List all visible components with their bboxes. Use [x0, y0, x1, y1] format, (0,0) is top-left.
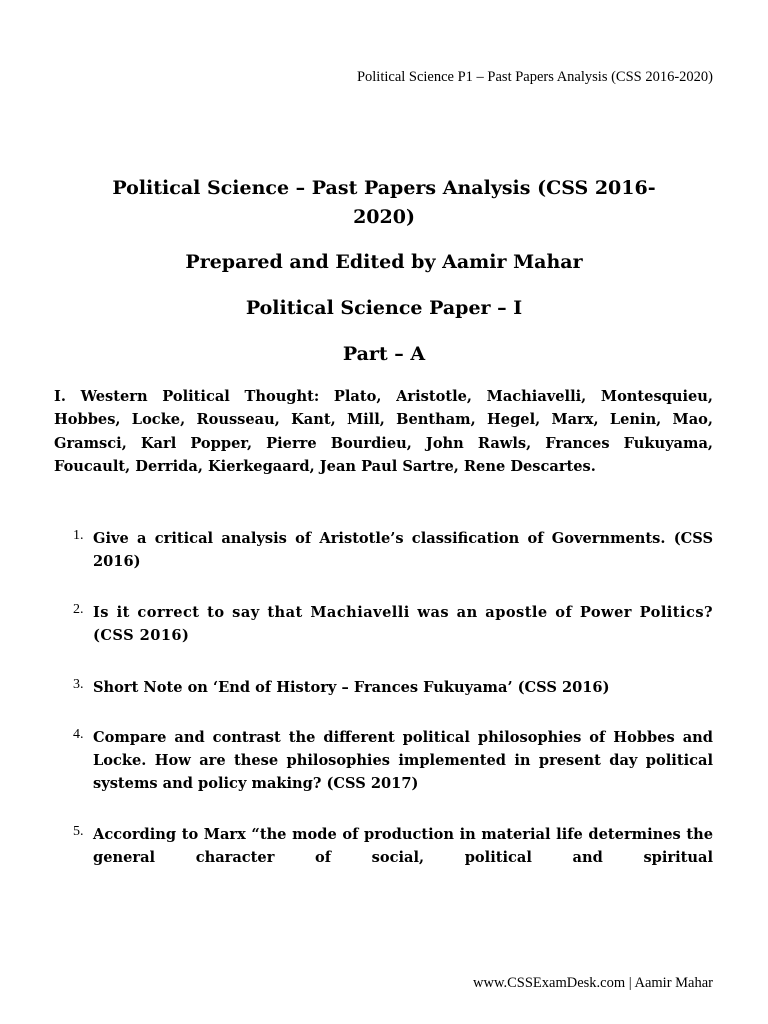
paper-heading: Political Science Paper – I	[245, 297, 523, 319]
question-number: 2.	[73, 602, 84, 617]
question-number: 5.	[73, 824, 84, 839]
question-text: According to Marx “the mode of production in material life determines the general character of social, political and spiritual	[93, 826, 713, 866]
part-heading: Part – A	[342, 343, 426, 365]
question-number: 4.	[73, 727, 84, 742]
question-text: Short Note on ‘End of History – Frances Fukuyama’ (CSS 2016)	[93, 679, 610, 696]
section-heading: I. Western Political Thought: Plato, Aristotle, Machiavelli, Montesquieu, Hobbes, Locke, Rousseau, Kant, Mill, Bentham, Hegel, Marx, Lenin, Mao, Gramsci, Karl Popper, Pierre Bourdieu, John Rawls, Frances Fukuyama, Foucault, Derrida, Kierkegaard, Jean Paul Sartre, Rene Descartes.	[54, 388, 713, 476]
question-text: Is it correct to say that Machiavelli was an apostle of Power Politics? (CSS 2016)	[93, 604, 713, 644]
running-header: Political Science P1 – Past Papers Analysis (CSS 2016-2020)	[356, 69, 713, 85]
prepared-by-line: Prepared and Edited by Aamir Mahar	[185, 251, 583, 273]
question-number: 1.	[73, 528, 84, 543]
question-text: Compare and contrast the different political philosophies of Hobbes and Locke. How are these philosophies implemented in present day political systems and policy making? (CSS 2017)	[93, 729, 713, 792]
running-footer: www.CSSExamDesk.com | Aamir Mahar	[473, 975, 713, 991]
document-title: Political Science – Past Papers Analysis (CSS 2016-2020)	[112, 177, 656, 228]
question-text: Give a critical analysis of Aristotle’s classification of Governments. (CSS 2016)	[93, 530, 713, 570]
question-number: 3.	[73, 677, 84, 692]
